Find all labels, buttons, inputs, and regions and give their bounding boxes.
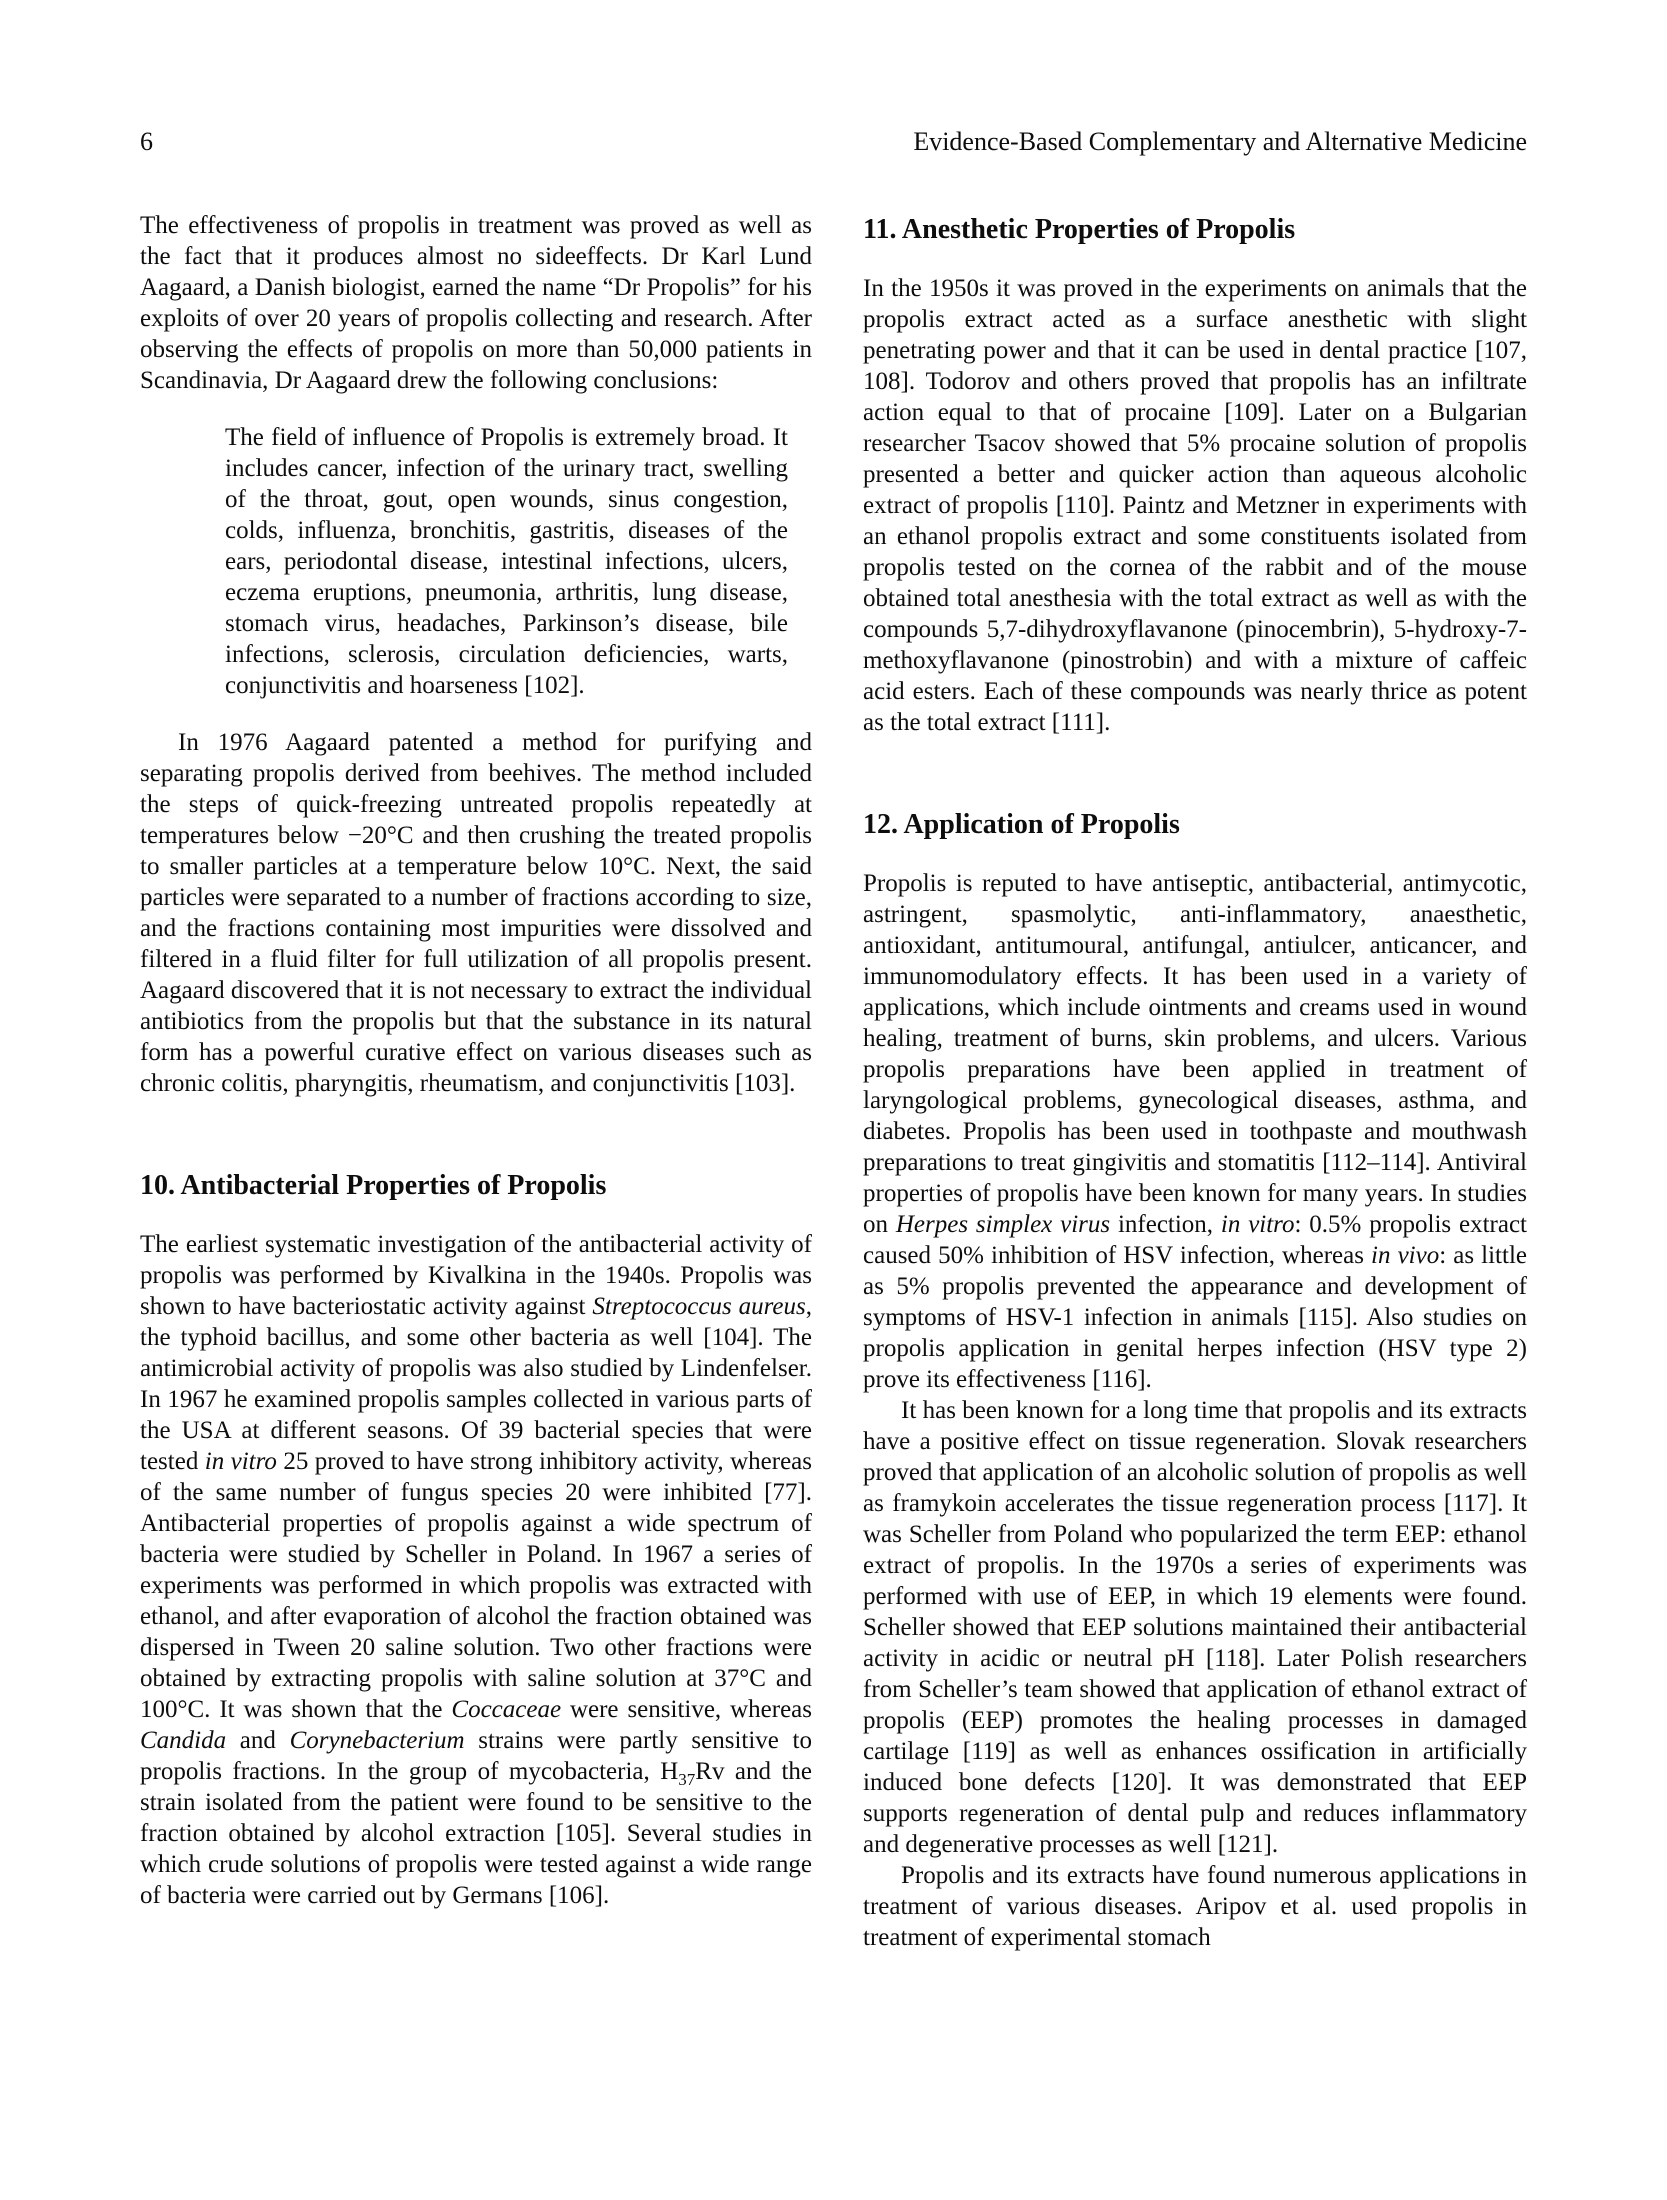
section-heading: 11. Anesthetic Properties of Propolis <box>863 214 1296 245</box>
paragraph: In 1976 Aagaard patented a method for purifying and separating propolis derived from beehives. The method included the steps of quick-freezing untreated propolis repeatedly at temperatures below −20°C and then crushing the treated propolis to smaller particles at a temperature below 10°C. Next, the said particles were separated to a number of fractions according to size, and the fractions containing most impurities were dissolved and filtered in a fluid filter for full utilization of all propolis present. Aagaard discovered that it is not necessary to extract the individual antibiotics from the propolis but that the substance in its natural form has a powerful curative effect on various diseases such as chronic colitis, pharyngitis, rheumatism, and conjunctivitis [103]. <box>140 729 812 1097</box>
paragraph: It has been known for a long time that propolis and its extracts have a positive effect on tissue regeneration. Slovak researchers proved that application of an alcoholic solution of propolis as well as framykoin accelerates the tissue regeneration process [117]. It was Scheller from Poland who popularized the term EEP: ethanol extract of propolis. In the 1970s a series of experiments was performed with use of EEP, in which 19 elements were found. Scheller showed that EEP solutions maintained their antibacterial activity in acidic or neutral pH [118]. Later Polish researchers from Scheller’s team showed that application of ethanol extract of propolis (EEP) promotes the healing processes in damaged cartilage [119] as well as enhances ossification in artificially induced bone defects [120]. It was demonstrated that EEP supports regeneration of dental pulp and reduces inflammatory and degenerative processes as well [121]. <box>863 1397 1527 1858</box>
paragraph: Propolis and its extracts have found numerous applications in treatment of various diseases. Aripov et al. used propolis in treatment of experimental stomach <box>863 1862 1527 1951</box>
paragraph: Propolis is reputed to have antiseptic, antibacterial, antimycotic, astringent, spasmolytic, anti-inflammatory, anaesthetic, antioxidant, antitumoural, antifungal, antiulcer, anticancer, and immunomodulatory effects. It has been used in a variety of applications, which include ointments and creams used in wound healing, treatment of burns, skin problems, and ulcers. Various propolis preparations have been applied in treatment of laryngological problems, gynecological diseases, asthma, and diabetes. Propolis has been used in toothpaste and mouthwash preparations to treat gingivitis and stomatitis [112–114]. Antiviral properties of propolis have been known for many years. In studies on Herpes simplex virus infection, in vitro: 0.5% propolis extract caused 50% inhibition of HSV infection, whereas in vivo: as little as 5% propolis prevented the appearance and development of symptoms of HSV-1 infection in animals [115]. Also studies on propolis application in genital herpes infection (HSV type 2) prove its effectiveness [116]. <box>863 870 1527 1393</box>
left-column <box>140 210 812 1953</box>
paragraph: In the 1950s it was proved in the experiments on animals that the propolis extract acted as a surface anesthetic with slight penetrating power and that it can be used in dental practice [107, 108]. Todorov and others proved that propolis has an infiltrate action equal to that of procaine [109]. Later on a Bulgarian researcher Tsacov showed that 5% procaine solution of propolis presented a better and quicker action than aqueous alcoholic extract of propolis [110]. Paintz and Metzner in experiments with an ethanol propolis extract and some constituents isolated from propolis tested on the cornea of the rabbit and of the mouse obtained total anesthesia with the total extract as well as with the compounds 5,7-dihydroxyflavanone (pinocembrin), 5-hydroxy-7-methoxyflavanone (pinostrobin) and with a mixture of caffeic acid esters. Each of these compounds was nearly thrice as potent as the total extract [111]. <box>863 275 1527 736</box>
journal-title: Evidence-Based Complementary and Alternative Medicine <box>913 127 1527 156</box>
paragraph: The effectiveness of propolis in treatment was proved as well as the fact that it produces almost no sideeffects. Dr Karl Lund Aagaard, a Danish biologist, earned the name “Dr Propolis” for his exploits of over 20 years of propolis collecting and research. After observing the effects of propolis on more than 50,000 patients in Scandinavia, Dr Aagaard drew the following conclusions: <box>140 212 812 394</box>
two-column-body <box>140 210 1527 1953</box>
page-number: 6 <box>140 127 153 156</box>
right-column <box>863 210 1527 1953</box>
paragraph: The earliest systematic investigation of the antibacterial activity of propolis was performed by Kivalkina in the 1940s. Propolis was shown to have bacteriostatic activity against Streptococcus aureus, the typhoid bacillus, and some other bacteria as well [104]. The antimicrobial activity of propolis was also studied by Lindenfelser. In 1967 he examined propolis samples collected in various parts of the USA at different seasons. Of 39 bacterial species that were tested in vitro 25 proved to have strong inhibitory activity, whereas of the same number of fungus species 20 were inhibited [77]. Antibacterial properties of propolis against a wide spectrum of bacteria were studied by Scheller in Poland. In 1967 a series of experiments was performed in which propolis was extracted with ethanol, and after evaporation of alcohol the fraction obtained was dispersed in Tween 20 saline solution. Two other fractions were obtained by extracting propolis with saline solution at 37°C and 100°C. It was shown that the Coccaceae were sensitive, whereas Candida and Corynebacterium strains were partly sensitive to propolis fractions. In the group of mycobacteria, $H_{37}Rv$ and the strain isolated from the patient were found to be sensitive to the fraction obtained by alcohol extraction [105]. Several studies in which crude solutions of propolis were tested against a wide range of bacteria were carried out by Germans [106]. <box>140 1231 812 1909</box>
section-heading: 12. Application of Propolis <box>863 809 1180 840</box>
running-head <box>140 126 1527 157</box>
blockquote: The field of influence of Propolis is extremely broad. It includes cancer, infection of the urinary tract, swelling of the throat, gout, open wounds, sinus congestion, colds, influenza, bronchitis, gastritis, diseases of the ears, periodontal disease, intestinal infections, ulcers, eczema eruptions, pneumonia, arthritis, lung disease, stomach virus, headaches, Parkinson’s disease, bile infections, sclerosis, circulation deficiencies, warts, conjunctivitis and hoarseness [102]. <box>225 424 788 699</box>
section-heading: 10. Antibacterial Properties of Propolis <box>140 1170 607 1201</box>
